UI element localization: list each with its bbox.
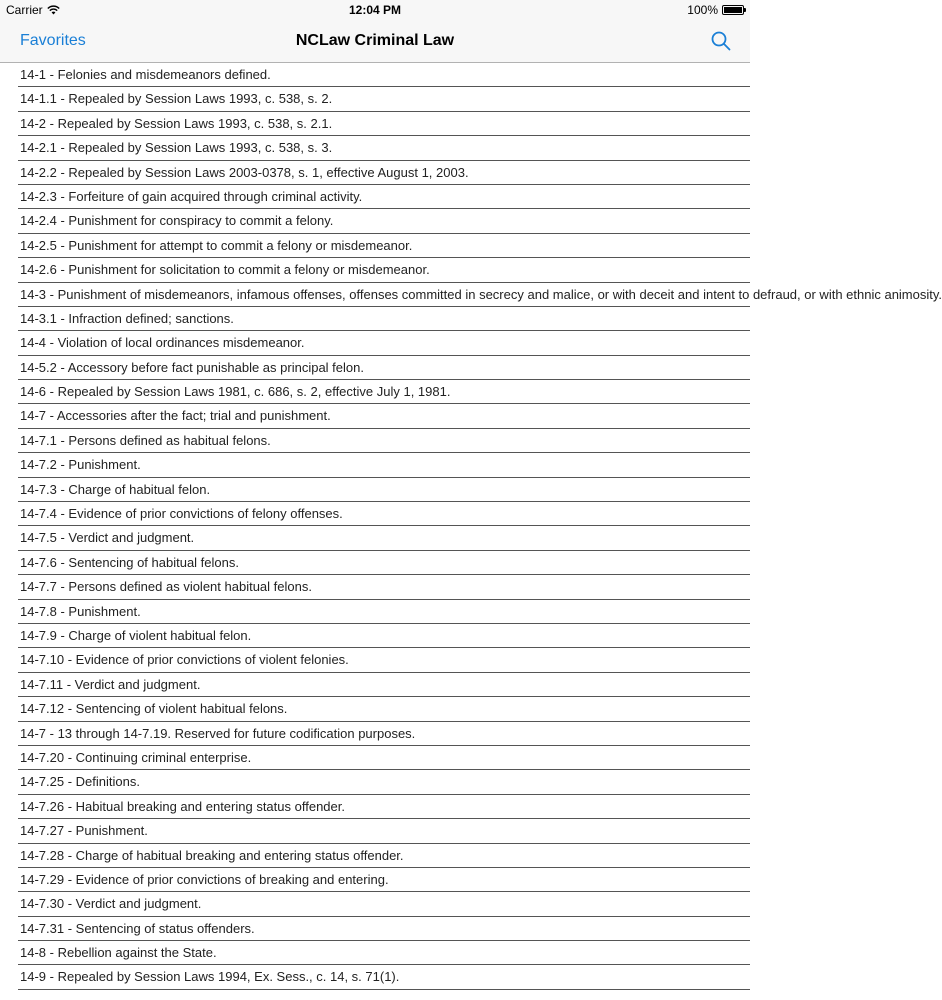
list-item[interactable]: 14-2.5 - Punishment for attempt to commit a felony or misdemeanor. [18,234,750,258]
battery-icon [722,5,744,15]
list-item[interactable]: 14-2.4 - Punishment for conspiracy to commit a felony. [18,209,750,233]
list-item[interactable]: 14-7.12 - Sentencing of violent habitual felons. [18,697,750,721]
battery-indicator [687,3,744,17]
list-item[interactable]: 14-7.1 - Persons defined as habitual felons. [18,429,750,453]
status-time: 12:04 PM [348,3,402,17]
list-item[interactable]: 14-2.3 - Forfeiture of gain acquired through criminal activity. [18,185,750,209]
list-item[interactable]: 14-7 - 13 through 14-7.19. Reserved for future codification purposes. [18,722,750,746]
list-item[interactable]: 14-7.10 - Evidence of prior convictions of violent felonies. [18,648,750,672]
list-item[interactable]: 14-7.5 - Verdict and judgment. [18,526,750,550]
search-icon[interactable] [710,30,732,52]
favorites-button[interactable]: Favorites [20,32,86,49]
list-item[interactable]: 14-7.9 - Charge of violent habitual felon. [18,624,750,648]
battery-percent: 100% [687,3,718,17]
list-item[interactable]: 14-7 - Accessories after the fact; trial and punishment. [18,404,750,428]
list-item[interactable]: 14-8 - Rebellion against the State. [18,941,750,965]
list-item[interactable]: 14-3.1 - Infraction defined; sanctions. [18,307,750,331]
list-item[interactable]: 14-7.7 - Persons defined as violent habitual felons. [18,575,750,599]
list-item[interactable]: 14-7.2 - Punishment. [18,453,750,477]
list-item[interactable]: 14-2.1 - Repealed by Session Laws 1993, c. 538, s. 3. [18,136,750,160]
list-item[interactable]: 14-1 - Felonies and misdemeanors defined. [18,63,750,87]
list-item[interactable]: 14-6 - Repealed by Session Laws 1981, c. 686, s. 2, effective July 1, 1981. [18,380,750,404]
list-item[interactable]: 14-7.20 - Continuing criminal enterprise. [18,746,750,770]
list-item[interactable]: 14-7.28 - Charge of habitual breaking and entering status offender. [18,844,750,868]
list-item[interactable]: 14-2.2 - Repealed by Session Laws 2003-0378, s. 1, effective August 1, 2003. [18,161,750,185]
list-item[interactable]: 14-2 - Repealed by Session Laws 1993, c. 538, s. 2.1. [18,112,750,136]
list-item[interactable]: 14-9 - Repealed by Session Laws 1994, Ex. Sess., c. 14, s. 71(1). [18,965,750,989]
list-item[interactable]: 14-7.6 - Sentencing of habitual felons. [18,551,750,575]
list-item[interactable]: 14-7.8 - Punishment. [18,600,750,624]
carrier-label: Carrier [6,3,43,17]
list-item[interactable]: 14-4 - Violation of local ordinances misdemeanor. [18,331,750,355]
status-bar [0,0,750,20]
list-item[interactable]: 14-7.3 - Charge of habitual felon. [18,478,750,502]
list-item[interactable]: 14-7.4 - Evidence of prior convictions of felony offenses. [18,502,750,526]
statute-list [0,63,942,1000]
page-title: NCLaw Criminal Law [295,32,455,49]
navigation-bar [0,20,750,63]
list-item[interactable]: 14-7.30 - Verdict and judgment. [18,892,750,916]
list-item[interactable]: 14-7.25 - Definitions. [18,770,750,794]
list-item[interactable]: 14-1.1 - Repealed by Session Laws 1993, c. 538, s. 2. [18,87,750,111]
list-item[interactable]: 14-7.11 - Verdict and judgment. [18,673,750,697]
list-item[interactable]: 14-7.27 - Punishment. [18,819,750,843]
list-item[interactable]: 14-3 - Punishment of misdemeanors, infamous offenses, offenses committed in secrecy and malice, or with deceit and intent to defraud, or with ethnic animosity. [18,283,750,307]
list-item[interactable]: 14-5.2 - Accessory before fact punishable as principal felon. [18,356,750,380]
list-item[interactable]: 14-7.29 - Evidence of prior convictions of breaking and entering. [18,868,750,892]
list-item[interactable]: 14-7.31 - Sentencing of status offenders. [18,917,750,941]
list-item[interactable]: 14-7.26 - Habitual breaking and entering status offender. [18,795,750,819]
list-item[interactable]: 14-2.6 - Punishment for solicitation to commit a felony or misdemeanor. [18,258,750,282]
